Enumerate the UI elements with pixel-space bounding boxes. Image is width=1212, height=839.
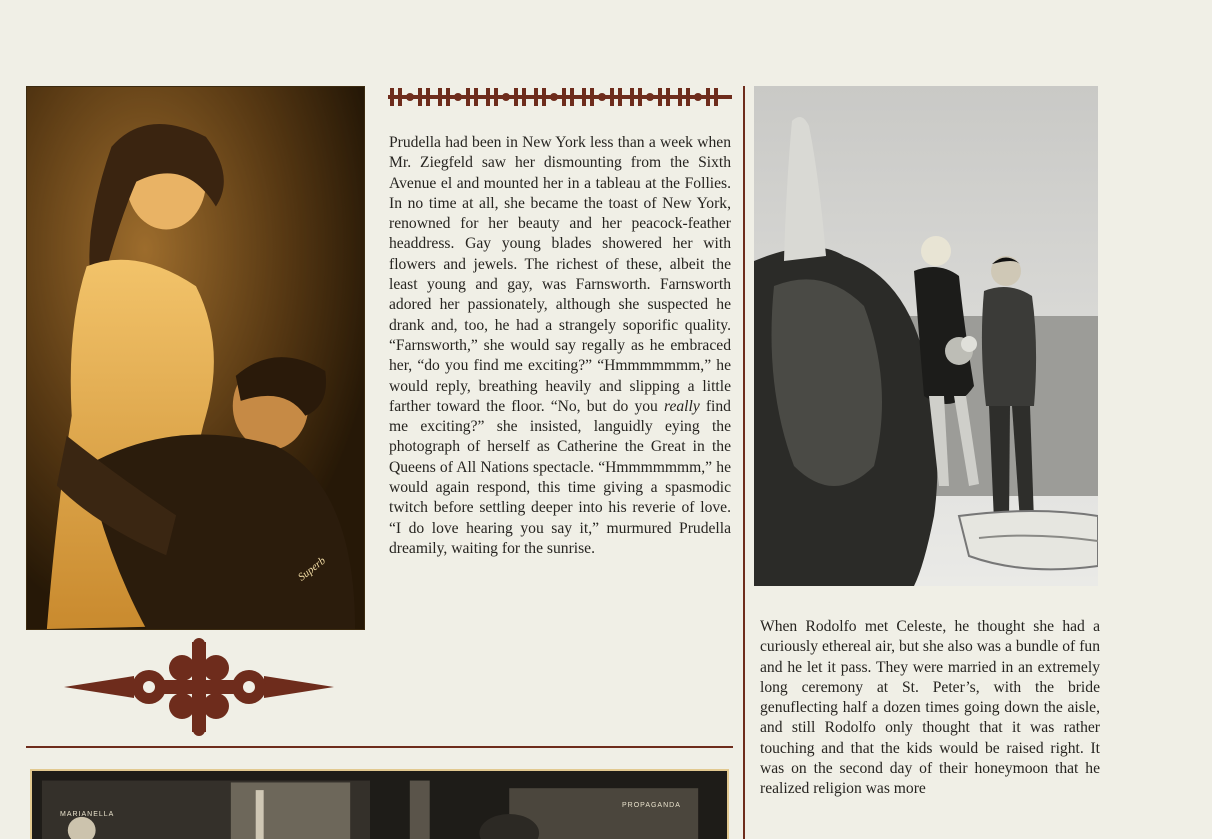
flourish-ornament	[64, 638, 334, 736]
sepia-couple-photo	[26, 86, 365, 630]
story-prudella-part1: Prudella had been in New York less than a week when Mr. Ziegfeld saw her dismounting from the Sixth Avenue el and mounted her in a tableau at the Follies. In no time at all, she became the toast of New York, renowned for her beauty and her peacock-feather headdress. Gay young blades showered her with flowers and jewels. The richest of these, albeit the least young and gay, was Farnsworth. Farnsworth adored her passionately, although she suspected he drank and, too, he had a strangely soporific quality. “Farnsworth,” she would say regally as he embraced her, “do you find me exciting?” “Hmmmmmmm,” he would reply, breathing heavily and slipping a little farther toward the floor. “No, but do you	[389, 134, 731, 415]
column-divider	[743, 86, 745, 839]
decorative-border	[388, 86, 732, 108]
section-divider	[26, 746, 733, 748]
wedding-couple-photo	[754, 86, 1098, 586]
story-rodolfo-text: When Rodolfo met Celeste, he thought she had a curiously ethereal air, but she also was a bundle of fun and he let it pass. They were married in an extremely long ceremony at St. Peter’s, with the bride genuflecting half a dozen times going down the aisle, and still Rodolfo only thought that it was rather touching and that the kids would be raised right. It was on the second day of their honeymoon that he realized religion was more	[760, 618, 1100, 798]
photo-signature: Superb	[296, 554, 328, 584]
story-prudella-part2: find me exciting?” she insisted, languidly eying the photograph of herself as Catherine the Great in the Queens of All Nations spectacle. “Hmmmmmmm,” he would again respond, this time giving a spasmodic twitch before settling deeper into his reverie of love. “I do love hearing you say it,” murmured Prudella dreamily, waiting for the sunrise.	[389, 397, 731, 557]
story-prudella-emphasis: really	[663, 397, 700, 415]
photo-caption-right: PROPAGANDA	[622, 802, 681, 809]
photo-caption-left: MARIANELLA	[60, 811, 115, 818]
story-prudella-text	[389, 133, 731, 559]
